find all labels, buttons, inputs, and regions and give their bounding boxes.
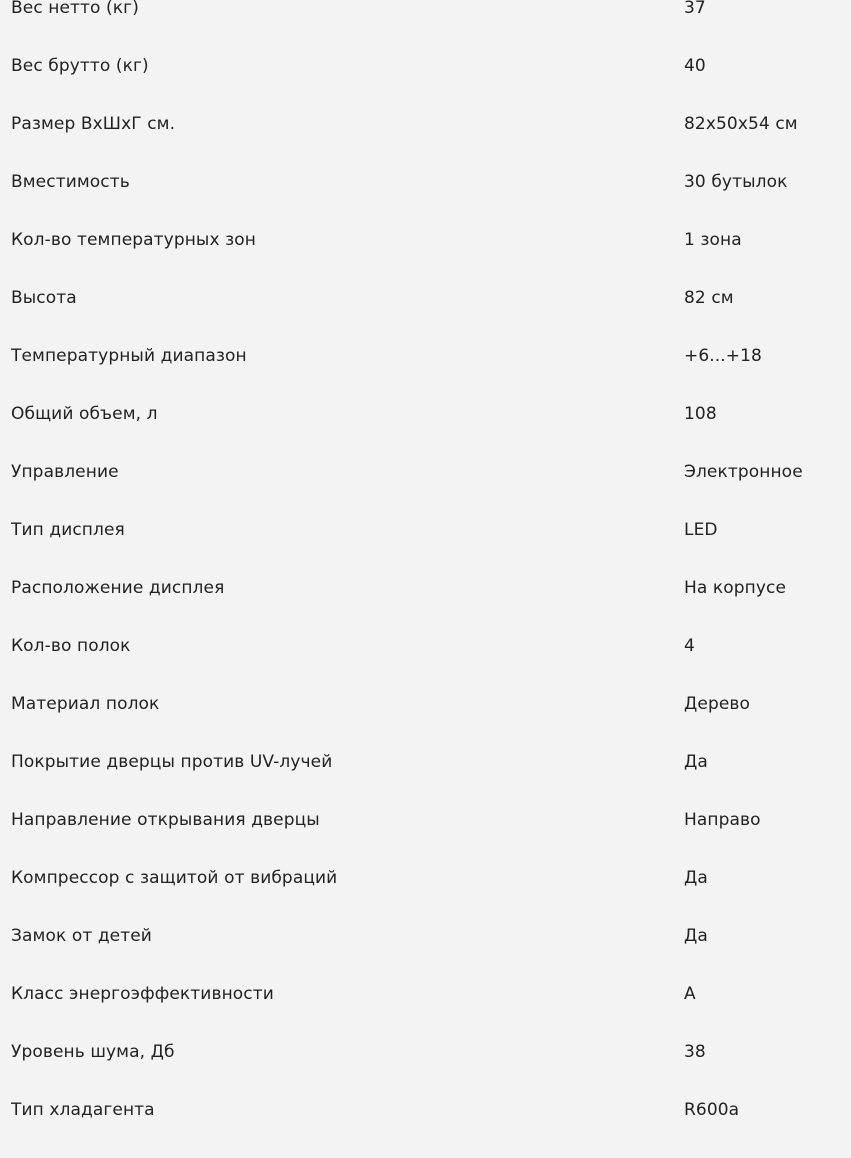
spec-value: 82х50х54 см bbox=[684, 114, 798, 134]
spec-label: Расположение дисплея bbox=[11, 578, 225, 598]
spec-label: Класс энергоэффективности bbox=[11, 984, 274, 1004]
spec-row bbox=[0, 578, 851, 636]
spec-value: А bbox=[684, 984, 696, 1004]
spec-label: Тип дисплея bbox=[11, 520, 125, 540]
spec-label: Вместимость bbox=[11, 172, 130, 192]
spec-label: Уровень шума, Дб bbox=[11, 1042, 175, 1062]
spec-row bbox=[0, 1042, 851, 1100]
spec-row bbox=[0, 694, 851, 752]
spec-row bbox=[0, 984, 851, 1042]
spec-row bbox=[0, 1100, 851, 1158]
spec-label: Вес нетто (кг) bbox=[11, 0, 139, 18]
spec-row bbox=[0, 230, 851, 288]
spec-value: R600a bbox=[684, 1100, 740, 1120]
spec-label: Вес брутто (кг) bbox=[11, 56, 149, 76]
spec-value: Да bbox=[684, 926, 708, 946]
spec-row bbox=[0, 752, 851, 810]
spec-row bbox=[0, 346, 851, 404]
spec-value: Направо bbox=[684, 810, 761, 830]
spec-row bbox=[0, 926, 851, 984]
spec-value: 37 bbox=[684, 0, 706, 18]
spec-label: Общий объем, л bbox=[11, 404, 158, 424]
spec-row bbox=[0, 868, 851, 926]
spec-label: Температурный диапазон bbox=[11, 346, 247, 366]
spec-label: Покрытие дверцы против UV-лучей bbox=[11, 752, 333, 772]
spec-label: Компрессор с защитой от вибраций bbox=[11, 868, 338, 888]
spec-value: Дерево bbox=[684, 694, 751, 714]
spec-row bbox=[0, 636, 851, 694]
spec-value: LED bbox=[684, 520, 718, 540]
spec-value: 30 бутылок bbox=[684, 172, 788, 192]
spec-value: Да bbox=[684, 752, 708, 772]
spec-value: На корпусе bbox=[684, 578, 787, 598]
spec-label: Размер ВхШхГ см. bbox=[11, 114, 176, 134]
spec-label: Высота bbox=[11, 288, 77, 308]
spec-row bbox=[0, 56, 851, 114]
spec-value: 108 bbox=[684, 404, 717, 424]
spec-value: Да bbox=[684, 868, 708, 888]
spec-row bbox=[0, 404, 851, 462]
spec-value: 38 bbox=[684, 1042, 706, 1062]
spec-label: Замок от детей bbox=[11, 926, 152, 946]
spec-value: 40 bbox=[684, 56, 706, 76]
spec-value: 82 см bbox=[684, 288, 734, 308]
spec-value: +6...+18 bbox=[684, 346, 762, 366]
spec-label: Кол-во полок bbox=[11, 636, 131, 656]
spec-row bbox=[0, 810, 851, 868]
spec-label: Кол-во температурных зон bbox=[11, 230, 256, 250]
spec-value: 4 bbox=[684, 636, 695, 656]
spec-label: Направление открывания дверцы bbox=[11, 810, 320, 830]
spec-row bbox=[0, 172, 851, 230]
spec-row bbox=[0, 288, 851, 346]
spec-row bbox=[0, 114, 851, 172]
spec-value: Электронное bbox=[684, 462, 803, 482]
spec-row bbox=[0, 462, 851, 520]
spec-value: 1 зона bbox=[684, 230, 742, 250]
spec-label: Материал полок bbox=[11, 694, 160, 714]
spec-row bbox=[0, 0, 851, 56]
spec-row bbox=[0, 520, 851, 578]
spec-label: Управление bbox=[11, 462, 119, 482]
spec-label: Тип хладагента bbox=[11, 1100, 155, 1120]
